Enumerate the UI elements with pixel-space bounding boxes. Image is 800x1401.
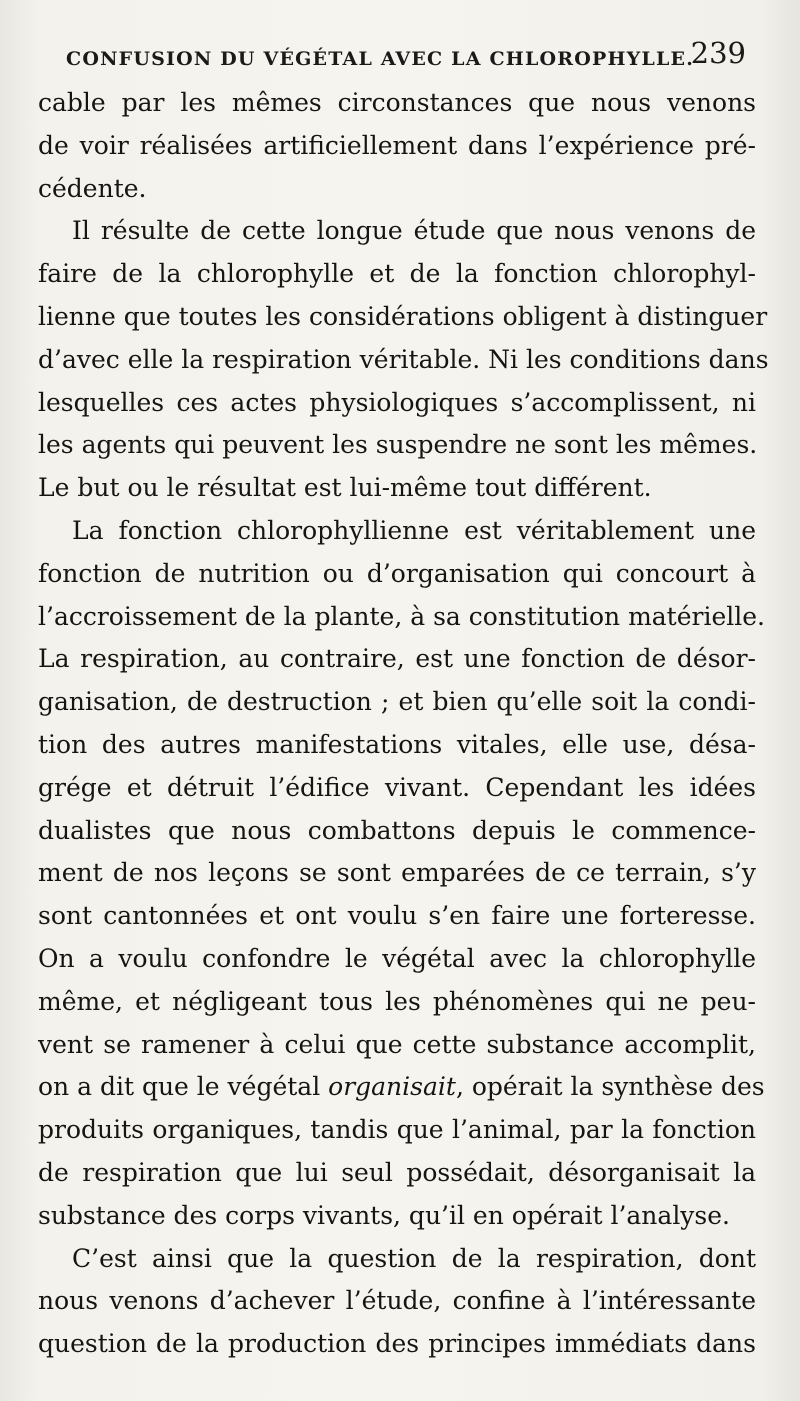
text-segment: on a dit que le végétal [38,1072,329,1102]
text-line: d’avec elle la respiration véritable. Ni les conditions dans [38,344,769,374]
paragraph-2 [38,210,769,510]
paragraph-1 [38,82,756,210]
page-number: 239 [690,36,746,70]
paragraph-3 [38,510,766,1238]
text-line: lienne que toutes les considérations obligent à distinguer [38,301,768,331]
text-line: de voir réalisées artificiellement dans l’expérience pré- [38,130,756,160]
text-line: grége et détruit l’édifice vivant. Cependant les idées [38,772,756,802]
text-line: fonction de nutrition ou d’organisation qui concourt à [38,558,756,588]
text-line: sont cantonnées et ont voulu s’en faire une forteresse. [38,901,756,931]
text-line: l’accroissement de la plante, à sa constitution matérielle. [38,601,766,631]
text-line: cable par les mêmes circonstances que nous venons [38,88,756,117]
text-line: tion des autres manifestations vitales, elle use, désa- [38,729,756,759]
text-line-with-italic [38,1066,765,1109]
running-title: CONFUSION DU VÉGÉTAL AVEC LA CHLOROPHYLLE. [66,48,695,70]
text-line: produits organiques, tandis que l’animal, par la fonction [38,1115,756,1145]
text-line: cédente. [38,173,147,203]
text-line: La fonction chlorophyllienne est véritablement une [72,515,756,545]
text-line: ment de nos leçons se sont emparées de ce terrain, s’y [38,858,756,888]
text-line: On a voulu confondre le végétal avec la chlorophylle [38,943,756,973]
text-line: même, et négligeant tous les phénomènes qui ne peu- [38,986,756,1016]
text-segment: , opérait la synthèse des [455,1072,765,1102]
italic-word: organisait [328,1072,456,1102]
text-line: nous venons d’achever l’étude, confine à l’intéressante [38,1286,756,1316]
text-line: Il résulte de cette longue étude que nous venons de [72,216,756,246]
text-line: substance des corps vivants, qu’il en opérait l’analyse. [38,1200,731,1230]
text-line: C’est ainsi que la question de la respiration, dont [72,1243,756,1273]
text-line: les agents qui peuvent les suspendre ne sont les mêmes. [38,430,758,460]
text-line: question de la production des principes immédiats dans [38,1329,756,1359]
text-line: lesquelles ces actes physiologiques s’accomplissent, ni [38,387,756,417]
text-line: La respiration, au contraire, est une fonction de désor- [38,644,756,674]
body-text [38,82,769,1366]
text-line: Le but ou le résultat est lui-même tout différent. [38,473,652,503]
text-line: dualistes que nous combattons depuis le commence- [38,815,756,845]
text-line: faire de la chlorophylle et de la fonction chlorophyl- [38,259,756,289]
text-line: ganisation, de destruction ; et bien qu’elle soit la condi- [38,687,756,717]
paragraph-4 [38,1238,756,1366]
text-line: vent se ramener à celui que cette substance accomplit, [38,1029,756,1059]
page-header [66,36,756,80]
text-line: de respiration que lui seul possédait, désorganisait la [38,1157,756,1187]
